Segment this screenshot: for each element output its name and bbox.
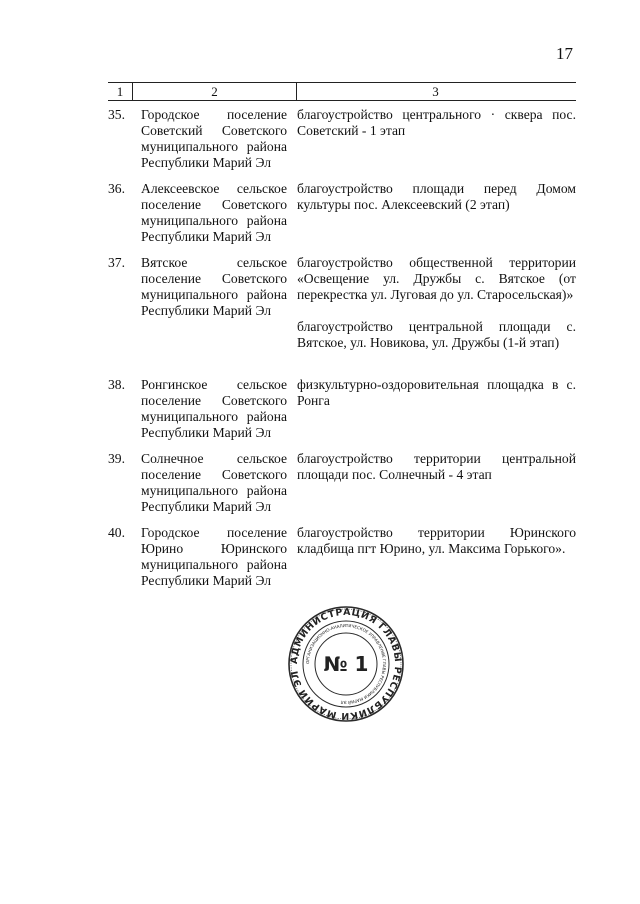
municipality-cell: Солнечное сельское поселение Советского муниципального района Республики Марий Эл: [141, 451, 287, 514]
project-text: благоустройство центрального · сквера пос. Советский - 1 этап: [297, 107, 576, 138]
row-number: 37.: [108, 255, 125, 270]
table-row: [108, 451, 576, 525]
project-cell: [297, 377, 576, 409]
table-body: [108, 107, 576, 599]
page-number: 17: [556, 44, 573, 63]
project-cell: [297, 451, 576, 483]
project-text: физкультурно-оздоровительная площадка в с. Ронга: [297, 377, 576, 408]
project-text: благоустройство центральной площади с. Вятское, ул. Новикова, ул. Дружбы (1-й этап): [297, 319, 576, 350]
column-header-1: 1: [116, 84, 124, 99]
municipality-cell: Ронгинское сельское поселение Советского муниципального района Республики Марий Эл: [141, 377, 287, 440]
row-number: 39.: [108, 451, 125, 466]
project-cell: [297, 525, 576, 557]
column-header-3: 3: [432, 84, 439, 99]
project-cell: [297, 181, 576, 213]
row-number: 40.: [108, 525, 125, 540]
municipality-cell: Алексеевское сельское поселение Советского муниципального района Республики Марий Эл: [141, 181, 287, 244]
column-header-2: 2: [132, 83, 297, 100]
official-round-stamp: [286, 604, 406, 724]
row-number: 38.: [108, 377, 125, 392]
project-text: благоустройство территории Юринского кладбища пгт Юрино, ул. Максима Горького».: [297, 525, 576, 556]
table-row: [108, 181, 576, 255]
project-cell: [297, 255, 576, 351]
municipality-cell: Городское поселение Советский Советского муниципального района Республики Марий Эл: [141, 107, 287, 170]
table-row: [108, 525, 576, 599]
project-text: благоустройство площади перед Домом культуры пос. Алексеевский (2 этап): [297, 181, 576, 212]
stamp-inner-text: ОРГАНИЗАЦИОННО-АНАЛИТИЧЕСКОЕ УПРАВЛЕНИЕ ГЛАВЫ РЕСПУБЛИКИ МАРИЙ ЭЛ: [304, 622, 388, 706]
table-row: [108, 377, 576, 451]
stamp-outer-text: АДМИНИСТРАЦИЯ ГЛАВЫ РЕСПУБЛИКИ МАРИЙ ЭЛ: [288, 606, 404, 722]
project-text: благоустройство территории центральной площади пос. Солнечный - 4 этап: [297, 451, 576, 482]
project-cell: [297, 107, 576, 139]
row-number: 36.: [108, 181, 125, 196]
stamp-center-number: № 1: [323, 652, 369, 676]
municipality-cell: Вятское сельское поселение Советского муниципального района Республики Марий Эл: [141, 255, 287, 318]
municipality-cell: Городское поселение Юрино Юринского муниципального района Республики Марий Эл: [141, 525, 287, 588]
project-text: благоустройство общественной территории «Освещение ул. Дружбы с. Вятское (от перекрестка ул. Луговая до ул. Старосельская)»: [297, 255, 576, 302]
row-number: 35.: [108, 107, 125, 122]
table-row: [108, 255, 576, 377]
table-row: [108, 107, 576, 181]
table-column-header-row: [108, 82, 576, 101]
